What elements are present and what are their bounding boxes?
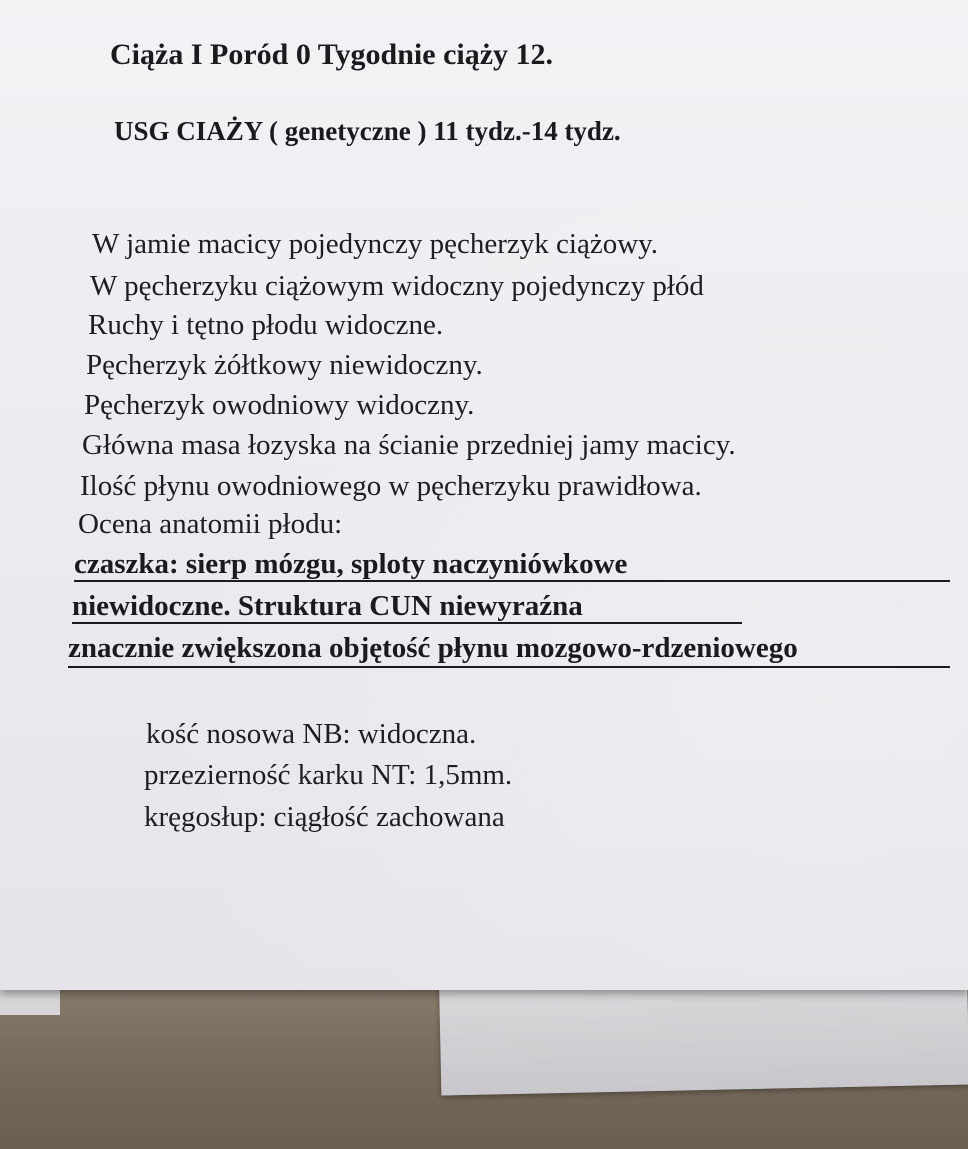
pregnancy-summary: Ciąża I Poród 0 Tygodnie ciąży 12.: [110, 38, 554, 71]
anatomy-note-line: znacznie zwiększona objętość płynu mozgowo-rdzeniowego: [68, 632, 798, 664]
finding-line: Pęcherzyk owodniowy widoczny.: [84, 389, 475, 421]
measurement-line: kręgosłup: ciągłość zachowana: [144, 801, 505, 833]
anatomy-note-line: czaszka: sierp mózgu, sploty naczyniówkowe: [74, 548, 628, 580]
finding-line: Ruchy i tętno płodu widoczne.: [88, 309, 444, 341]
finding-line: Ocena anatomii płodu:: [78, 508, 343, 540]
measurement-line: przezierność karku NT: 1,5mm.: [144, 759, 513, 791]
measurement-line: kość nosowa NB: widoczna.: [146, 718, 477, 750]
finding-line: Pęcherzyk żółtkowy niewidoczny.: [86, 349, 483, 381]
underline-rule: [72, 622, 742, 624]
finding-line: Główna masa łozyska na ścianie przedniej jamy macicy.: [82, 429, 736, 461]
finding-line: Ilość płynu owodniowego w pęcherzyku prawidłowa.: [80, 470, 702, 502]
underline-rule: [74, 580, 950, 582]
underline-rule: [68, 666, 950, 668]
finding-line: W jamie macicy pojedynczy pęcherzyk ciążowy.: [92, 228, 659, 260]
anatomy-note-line: niewidoczne. Struktura CUN niewyraźna: [72, 590, 583, 622]
finding-line: W pęcherzyku ciążowym widoczny pojedynczy płód: [90, 270, 704, 302]
exam-title: USG CIAŻY ( genetyczne ) 11 tydz.-14 tydz.: [114, 116, 621, 146]
